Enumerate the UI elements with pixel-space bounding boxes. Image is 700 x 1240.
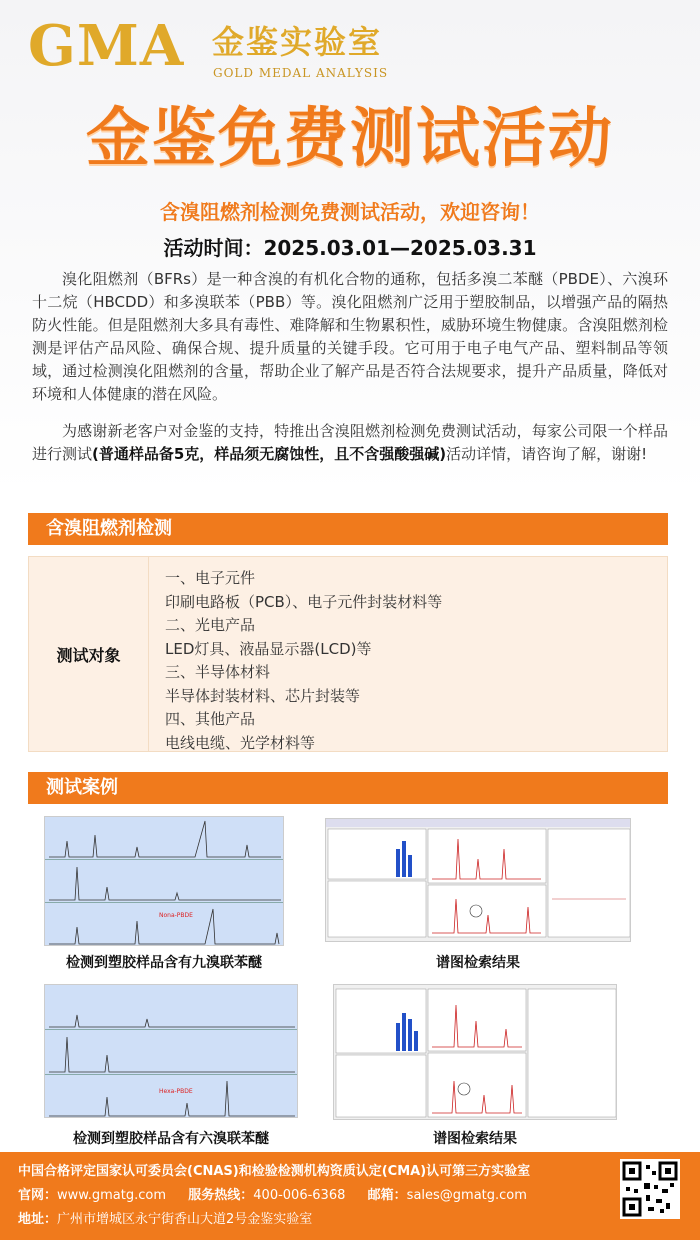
list-item: 半导体封装材料、芯片封装等 — [165, 686, 361, 705]
site-label: 官网： — [18, 1188, 58, 1203]
logo-gma: GMA — [28, 13, 185, 79]
list-item: 二、光电产品 — [165, 616, 256, 634]
qr-code-icon[interactable] — [620, 1159, 680, 1219]
intro-paragraph-2 — [32, 420, 668, 466]
list-item: 电线电缆、光学材料等 — [165, 733, 316, 752]
header — [0, 0, 700, 100]
logo-cn: 金鉴实验室 — [212, 23, 383, 61]
section-title-cases: 测试案例 — [28, 772, 668, 804]
page-subtitle: 含溴阻燃剂检测免费测试活动，欢迎咨询！ — [160, 200, 540, 224]
mail-label: 邮箱： — [367, 1188, 407, 1203]
spectrum-search-image-2 — [333, 984, 617, 1120]
intro-p2-bold: (普通样品备5克，样品须无腐蚀性，且不含强酸强碱) — [92, 445, 447, 463]
footer — [0, 1152, 700, 1240]
email-link[interactable]: sales@gmatg.com — [406, 1188, 527, 1203]
section-title-detection: 含溴阻燃剂检测 — [28, 513, 668, 545]
test-objects-list — [149, 557, 458, 751]
intro-paragraph-1: 溴化阻燃剂（BFRs）是一种含溴的有机化合物的通称，包括多溴二苯醚（PBDE）、六溴环十二烷（HBCDD）和多溴联苯（PBB）等。溴化阻燃剂广泛用于塑胶制品，以增强产品的隔热防火性能。但是阻燃剂大多具有毒性、难降解和生物累积性，威胁环境生物健康。含溴阻燃剂检测是评估产品风险、确保合规、提升质量的关键手段。它可用于电子电气产品、塑料制品等领域，通过检测溴化阻燃剂的含量，帮助企业了解产品是否符合法规要求，提升产品质量，降低对环境和人体健康的潜在风险。 — [32, 270, 668, 403]
address-label: 地址： — [18, 1212, 58, 1227]
address-text: 广州市增城区永宁街香山大道2号金鉴实验室 — [57, 1212, 313, 1227]
plot-label-hexa: Hexa-PBDE — [159, 1088, 193, 1095]
list-item: 四、其他产品 — [165, 710, 256, 728]
intro-text — [32, 268, 668, 480]
footer-contacts — [18, 1184, 527, 1203]
page-title: 金鉴免费测试活动 — [86, 102, 614, 176]
list-item: 三、半导体材料 — [165, 663, 271, 681]
logo-en: GOLD MEDAL ANALYSIS — [213, 66, 389, 80]
spectrum-search-image-1 — [325, 818, 631, 942]
list-item: 印刷电路板（PCB）、电子元件封装材料等 — [165, 592, 443, 611]
hotline-number[interactable]: 400-006-6368 — [253, 1188, 346, 1203]
case1-caption: 检测到塑胶样品含有九溴联苯醚 — [66, 955, 262, 971]
test-objects-label: 测试对象 — [29, 557, 149, 751]
website-link[interactable]: www.gmatg.com — [57, 1188, 166, 1203]
test-objects-table — [28, 556, 668, 752]
list-item: LED灯具、液晶显示器(LCD)等 — [165, 639, 372, 658]
case2-caption: 谱图检索结果 — [436, 955, 520, 971]
intro-p2-a: 为感谢新老客户对金鉴的支持，特推出含溴阻燃剂检测免费测试活动，每家公司限一个样品进行测试 — [32, 422, 668, 463]
case3-caption: 检测到塑胶样品含有六溴联苯醚 — [73, 1131, 269, 1147]
chromatogram-image-1 — [44, 816, 284, 946]
case4-caption: 谱图检索结果 — [433, 1131, 517, 1147]
list-item: 一、电子元件 — [165, 569, 256, 587]
event-date: 活动时间：2025.03.01—2025.03.31 — [163, 236, 537, 260]
intro-p2-c: 活动详情，请咨询了解，谢谢! — [446, 445, 648, 463]
hotline-label: 服务热线： — [188, 1188, 254, 1203]
plot-label-nona: Nona-PBDE — [159, 912, 193, 919]
chromatogram-image-2 — [44, 984, 298, 1118]
footer-accreditation: 中国合格评定国家认可委员会(CNAS)和检验检测机构资质认定(CMA)认可第三方实验室 — [18, 1164, 531, 1179]
footer-address — [18, 1208, 312, 1227]
